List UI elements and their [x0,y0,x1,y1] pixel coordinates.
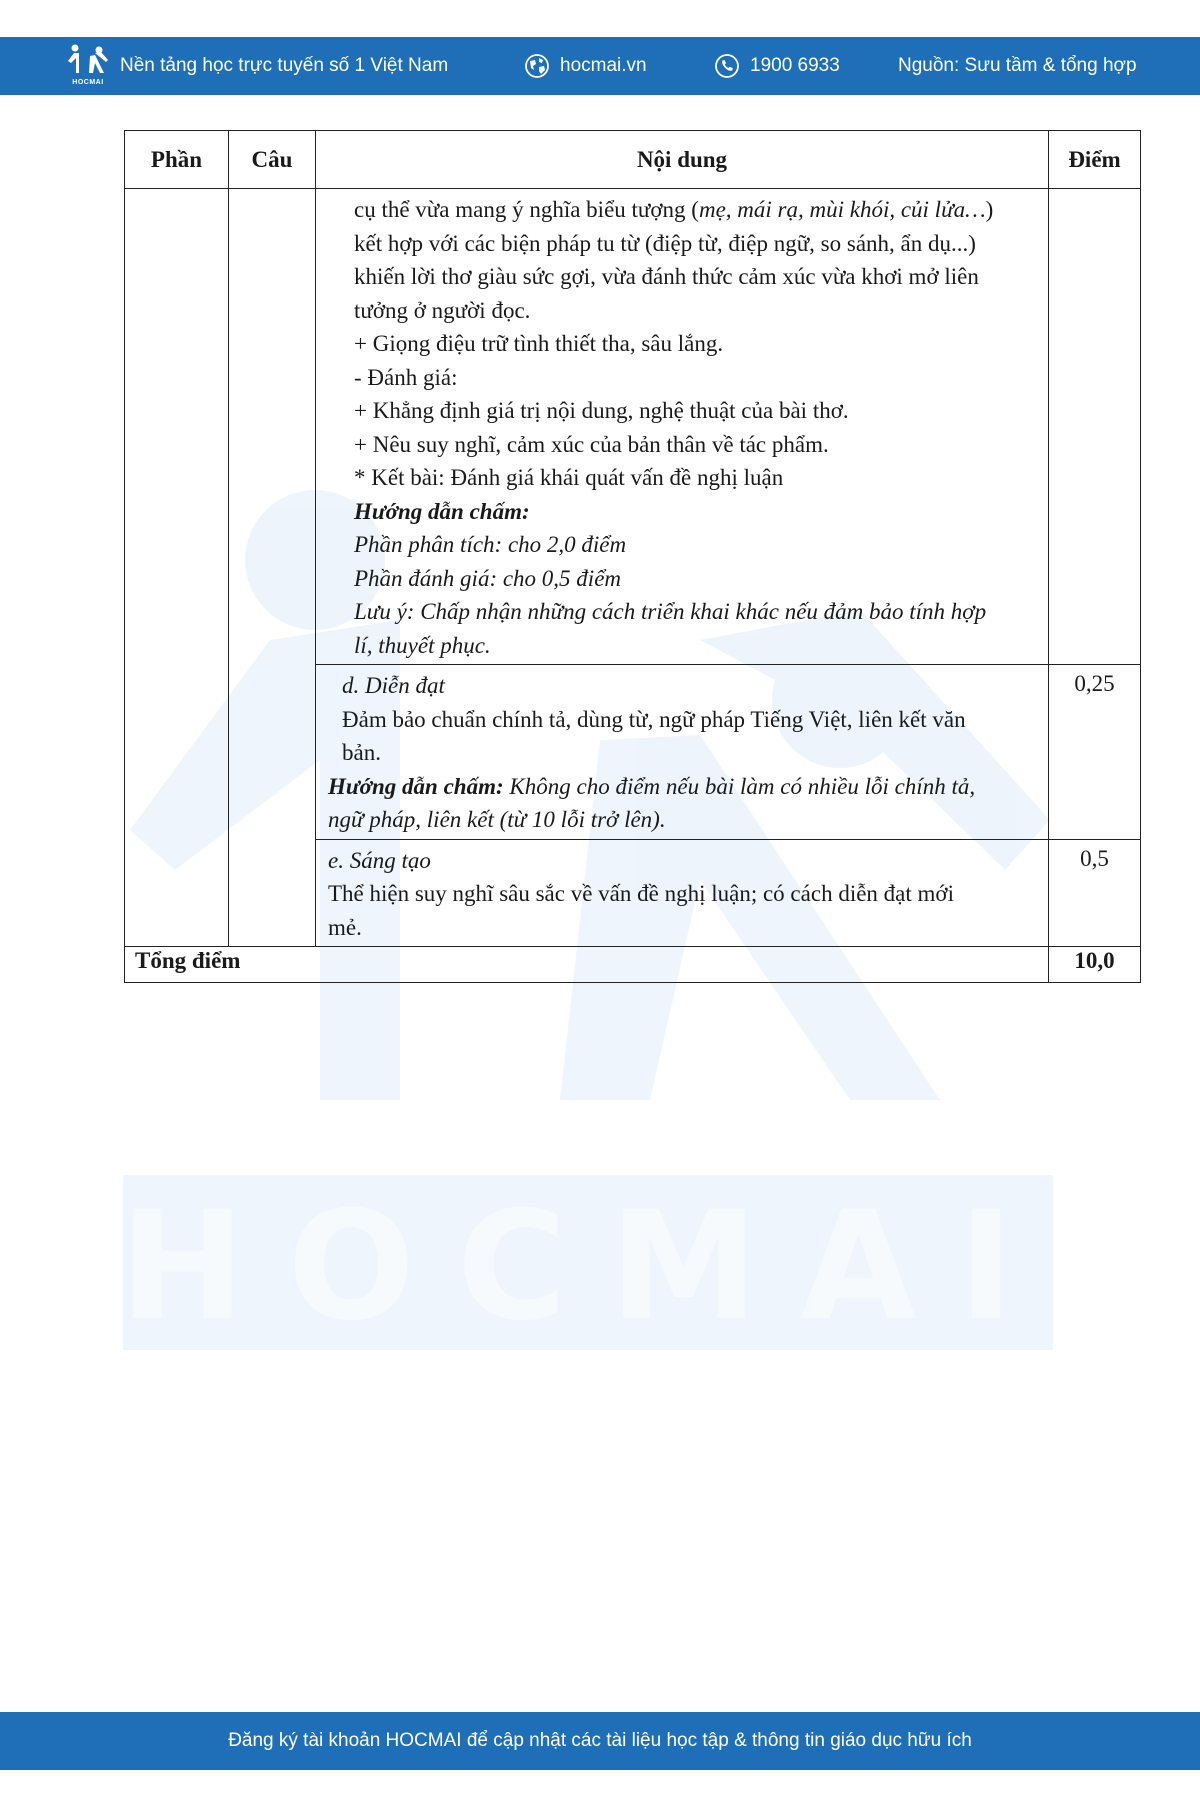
guide-line: Hướng dẫn chấm: Không cho điểm nếu bài làm có nhiều lỗi chính tả, [328,773,976,799]
text-line: + Khẳng định giá trị nội dung, nghệ thuật của bài thơ. [354,398,849,423]
header-phan: Phần [125,131,229,189]
website-link[interactable] [524,37,647,95]
cau-cell [229,189,316,947]
total-label: Tổng điểm [125,947,1049,983]
header-bar [0,37,1200,95]
website-text: hocmai.vn [560,55,647,76]
source-text: Nguồn: Sưu tầm & tổng hợp [898,55,1137,76]
score-cell-c [1049,189,1141,665]
total-score: 10,0 [1049,947,1141,983]
text-line: mẻ. [328,914,362,940]
text-line: Thể hiện suy nghĩ sâu sắc về vấn đề nghị luận; có cách diễn đạt mới [328,881,954,906]
guide-line: Phần đánh giá: cho 0,5 điểm [354,565,622,591]
guide-line: lí, thuyết phục. [354,632,491,658]
text-line: bản. [342,740,381,765]
text-line: kết hợp với các biện pháp tu từ (điệp từ, điệp ngữ, so sánh, ẩn dụ...) [354,230,976,256]
phan-cell [125,189,229,947]
footer-text[interactable]: Đăng ký tài khoản HOCMAI để cập nhật các tài liệu học tập & thông tin giáo dục hữu ích [228,1730,972,1751]
score-cell-e: 0,5 [1049,839,1141,947]
table-row [125,189,1141,665]
content-block-e [316,839,1049,947]
content-block-d [316,665,1049,840]
guide-line: Lưu ý: Chấp nhận những cách triển khai khác nếu đảm bảo tính hợp [354,599,987,624]
header-diem: Điểm [1049,131,1141,189]
hocmai-logo-icon [66,43,110,89]
guide-line: Phần phân tích: cho 2,0 điểm [354,532,627,557]
header-tagline: Nền tảng học trực tuyến số 1 Việt Nam [120,55,449,76]
phone-icon [714,53,740,79]
criterion-title: d. Diễn đạt [342,673,445,698]
phone-text: 1900 6933 [750,55,840,76]
text-line: * Kết bài: Đánh giá khái quát vấn đề nghị luận [354,465,784,490]
logo-text: HOCMAI [72,79,104,86]
globe-icon [524,53,550,79]
footer-bar [0,1712,1200,1770]
header-noi-dung: Nội dung [316,131,1049,189]
score-cell-d: 0,25 [1049,665,1141,840]
watermark-text: HOCMAI [119,1180,1057,1354]
total-row [125,947,1141,983]
text-line: khiến lời thơ giàu sức gợi, vừa đánh thức cảm xúc vừa khơi mở liên [354,264,979,289]
text-line: + Giọng điệu trữ tình thiết tha, sâu lắng. [354,331,724,356]
content-block-c [316,189,1049,665]
text-line: Đảm bảo chuẩn chính tả, dùng từ, ngữ pháp Tiếng Việt, liên kết văn [342,706,966,732]
text-line: + Nêu suy nghĩ, cảm xúc của bản thân về tác phẩm. [354,431,829,457]
table-header-row [125,131,1141,189]
text-line: tưởng ở người đọc. [354,297,531,323]
grading-table [124,130,1141,983]
text-line: - Đánh giá: [354,364,458,390]
guide-line: ngữ pháp, liên kết (từ 10 lỗi trở lên). [328,807,666,832]
text-line: cụ thể vừa mang ý nghĩa biểu tượng (mẹ, mái rạ, mùi khói, củi lửa…) [354,197,994,222]
criterion-title: e. Sáng tạo [328,847,431,873]
guide-title: Hướng dẫn chấm: [354,498,530,524]
header-cau: Câu [229,131,316,189]
phone-link[interactable] [714,37,840,95]
